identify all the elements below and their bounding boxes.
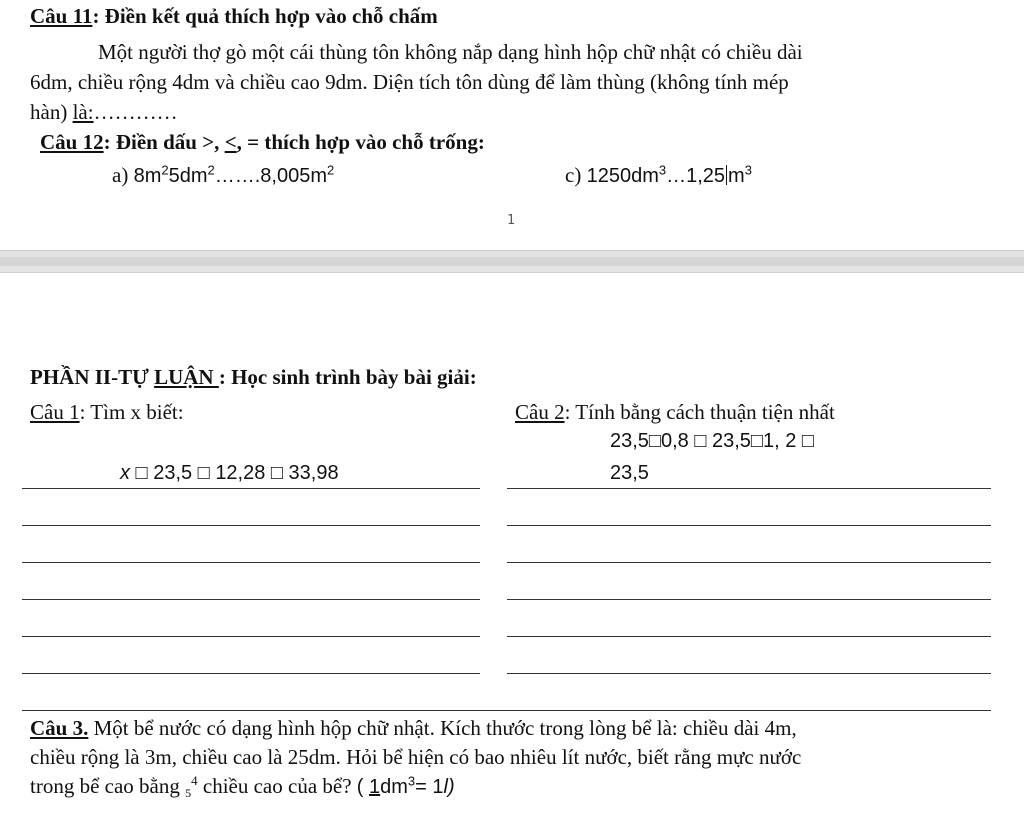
page-gap-bar [0, 250, 1024, 273]
q3-line1-text: Một bể nước có dạng hình hộp chữ nhật. Kích thước trong lòng bể là: chiều dài 4m, [88, 716, 797, 740]
q11-heading-rest: : Điền kết quả thích hợp vào chỗ chấm [92, 4, 438, 28]
q12-a-p3: …….8,005m [214, 165, 328, 187]
page-number: 1 [507, 213, 515, 228]
q12-c-p1: 1250dm [586, 165, 659, 187]
part2-heading-a: PHẦN II-TỰ [30, 365, 155, 389]
q12-a-p2: 5dm [168, 165, 208, 187]
q1-answer-line [22, 488, 480, 489]
q1-heading-line [30, 400, 184, 425]
q3-heading: Câu 3. [30, 716, 89, 740]
q2-answer-line [507, 636, 991, 637]
q1-answer-line [22, 525, 480, 526]
q3-note-open: ( [356, 776, 369, 798]
q2-heading-rest: : Tính bằng cách thuận tiện nhất [564, 400, 835, 424]
q2-answer-line [507, 525, 991, 526]
q1-answer-line [22, 562, 480, 563]
q2-expression-line1: 23,5□0,8 □ 23,5□1, 2 □ [610, 430, 815, 452]
q12-c-sup1: 3 [658, 162, 667, 178]
q12-c-p3: m [728, 165, 745, 187]
q12-heading-rest-b: , = thích hợp vào chỗ trống: [236, 130, 485, 154]
q1-answer-line [22, 673, 480, 674]
q1-heading-rest: : Tìm x biết: [79, 400, 184, 424]
q12-heading-line [40, 130, 485, 155]
q3-note-sup: 3 [407, 773, 416, 789]
q2-heading-line [515, 400, 835, 425]
q3-unit-note [356, 773, 455, 798]
q3-note-eq: = 1 [415, 776, 444, 798]
q3-note-one: 1 [369, 776, 381, 798]
q1-answer-line [22, 599, 480, 600]
page-gap-band [0, 257, 1024, 266]
q12-c-sup3: 3 [744, 162, 752, 178]
q12-le-sign: < [224, 130, 237, 154]
q1-equation [120, 462, 339, 485]
q2-answer-line [507, 673, 991, 674]
q11-line3 [30, 100, 178, 125]
q2-answer-line [507, 562, 991, 563]
q12-a-sup2: 2 [207, 162, 215, 178]
q3-fraction-sup: 4 [191, 773, 198, 788]
q12-a-p1: 8m [133, 165, 162, 187]
q1-answer-line [22, 636, 480, 637]
q1-equation-rest: □ 23,5 □ 12,28 □ 33,98 [130, 462, 339, 484]
q1-equation-x: x [120, 462, 130, 484]
q3-line3 [30, 774, 455, 801]
q12-heading-rest-a: : Điền dấu >, [103, 130, 225, 154]
q12-c-p2: …1,25 [666, 165, 726, 187]
q11-heading-line [30, 4, 438, 29]
q12-a-sup3: 2 [327, 162, 335, 178]
full-answer-line [22, 710, 991, 711]
q11-heading: Câu 11 [30, 4, 93, 28]
q11-answer-blank: ………… [93, 100, 178, 124]
q12-c-expr [586, 162, 752, 187]
q12-a-label: a) [112, 163, 134, 187]
q3-line3-b: chiều cao của bể? [197, 774, 357, 798]
q11-line1: Một người thợ gò một cái thùng tôn không nắp dạng hình hộp chữ nhật có chiều dài [98, 40, 803, 64]
q3-line3-a: trong bể cao bằng [30, 774, 186, 798]
part2-heading-b: : Học sinh trình bày bài giải: [218, 365, 477, 389]
q11-answer-label: là: [72, 100, 94, 124]
q3-fraction-base: 5 [185, 786, 192, 800]
q3-note-l: l) [443, 776, 455, 798]
q12-part-c [565, 163, 752, 188]
q12-part-a [112, 163, 334, 188]
q3-note-dm: dm [380, 776, 408, 798]
q12-a-expr [133, 162, 335, 187]
q3-line2: chiều rộng là 3m, chiều cao là 25dm. Hỏi bể hiện có bao nhiêu lít nước, biết rằng mực nước [30, 745, 802, 769]
part2-heading [30, 365, 477, 390]
text-cursor [726, 165, 727, 185]
part2-heading-underlined: LUẬN [154, 365, 219, 389]
q12-a-sup1: 2 [161, 162, 169, 178]
q12-heading: Câu 12 [40, 130, 104, 154]
q2-answer-line [507, 599, 991, 600]
q1-heading: Câu 1 [30, 400, 80, 424]
q2-heading: Câu 2 [515, 400, 565, 424]
q11-line3-text: hàn) [30, 100, 73, 124]
q2-expression-line2: 23,5 [610, 462, 649, 484]
q11-line2: 6dm, chiều rộng 4dm và chiều cao 9dm. Diện tích tôn dùng để làm thùng (không tính mép [30, 70, 789, 94]
q2-answer-line [507, 488, 991, 489]
q12-c-label: c) [565, 163, 587, 187]
q3-line1 [30, 716, 797, 741]
